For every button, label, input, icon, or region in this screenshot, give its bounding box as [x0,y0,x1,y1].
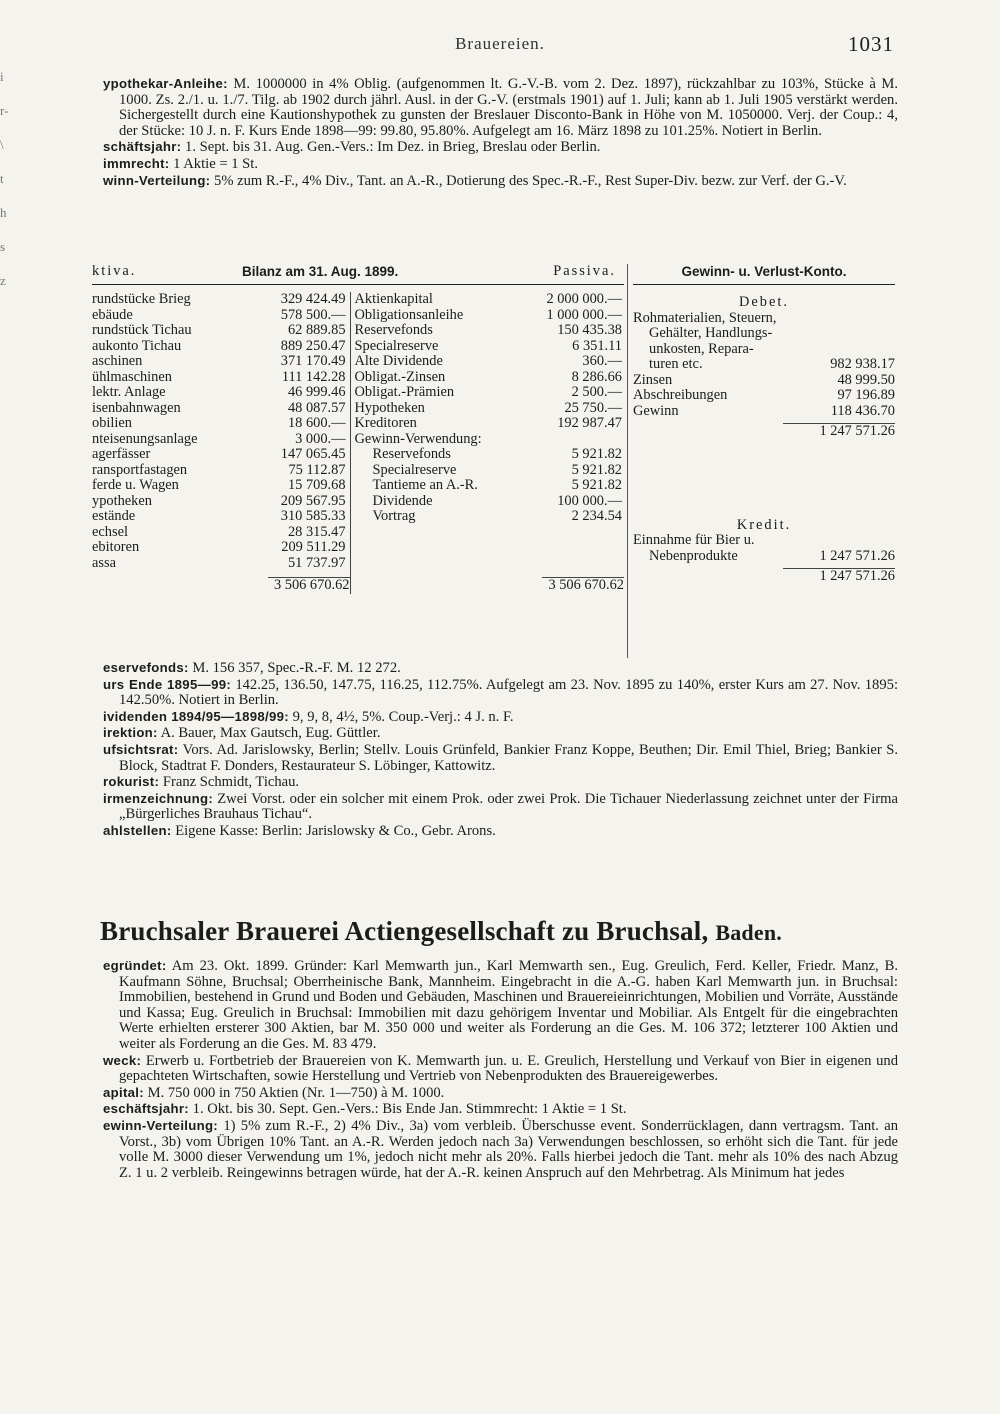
paragraph-text: 1) 5% zum R.-F., 2) 4% Div., 3a) vom verbleib. Überschusse event. Sonderrücklagen, dann vertragsm. Tant. an Vorst., 3b) vom Übrigen 10% Tant. an A.-R. Werden jedoch nach 3a) Verwendungen beschlossen, so erhöht sich die Tant. für jede volle M. 3000 dieser Verwendung um 1%, jedoch nicht mehr als 20%. Falls hierbei jedoch die Tant. mehr als 10% des nach Abzug Z. 1 u. 2 verbleib. Reingewinns betragen würde, hat der A.-R. keinen Anspruch auf den Mehrbetrag. Als Minimum hat jedes [119,1117,899,1181]
paragraph-text: M. 750 000 in 750 Aktien (Nr. 1—750) à M. 1000. [147,1084,445,1101]
edge-char: h [0,205,7,220]
row-label: Nebenprodukte [649,547,738,564]
row-value: 889 250.47 [280,337,346,354]
passiva-row [351,494,624,510]
aktiva-row [92,385,350,401]
row-label: ypotheken [92,492,152,509]
aktiva-row [92,478,350,494]
row-label: Abschreibungen [633,387,728,403]
paragraph-label: immrecht: [103,155,170,171]
passiva-row [351,292,624,308]
row-label: ühlmaschinen [92,368,172,385]
passiva-row [351,308,624,324]
aktiva-row [92,525,350,541]
row-value: 150 435.38 [557,322,622,338]
row-value: 8 286.66 [571,368,622,385]
passiva-column [351,292,624,594]
paragraph-label: eservefonds: [103,660,189,675]
row-label: Obligat.-Prämien [354,384,455,400]
debet-lines [633,311,895,420]
balance-sheet-header [92,264,624,285]
row-value: 18 600.— [287,415,346,431]
paragraph-text: Erwerb u. Fortbetrieb der Brauereien von K. Memwarth jun. u. E. Greulich, Herstellung und Verkauf von Bier in eigenen und gepachteten Wirtschaften, sowie Herstellung und Vertrieb von Nebenprodukten des Brauereigewerbes. [119,1052,898,1085]
kredit-label: Kredit. [736,516,792,533]
paragraph [92,774,898,791]
aktiva-row [92,339,350,355]
edge-char: s [0,239,6,254]
row-label: assa [92,554,116,571]
paragraph [92,677,898,709]
row-label: ebitoren [92,539,140,555]
row-value: 28 315.47 [287,523,346,540]
passiva-row [351,401,624,417]
row-label: Vortrag [372,508,416,524]
paragraph-label: egründet: [103,958,167,973]
paragraph-text: 9, 9, 8, 4½, 5%. Coup.-Verj.: 4 J. n. F. [292,708,514,725]
paragraph [92,76,898,139]
row-label: Tantieme an A.-R. [372,477,478,493]
row-value: 1 000 000.— [546,306,622,323]
row-value: 97 196.89 [837,387,895,403]
row-label: Rohmaterialien, Steuern, [633,309,777,326]
profit-loss-account [633,264,895,585]
aktiva-row [92,401,350,417]
row-value: 147 065.45 [280,446,346,462]
paragraph-label: eschäftsjahr: [103,1101,189,1117]
row-value: 15 709.68 [287,477,346,493]
paragraph-label: winn-Verteilung: [103,172,211,188]
row-value: 5 921.82 [571,477,622,493]
row-label: rundstücke Brieg [92,291,191,307]
paragraph [92,156,898,173]
row-value: 51 737.97 [287,554,346,571]
row-value: 48 087.57 [287,399,346,416]
edge-char: z [0,273,6,288]
paragraph-label: ewinn-Verteilung: [103,1117,219,1133]
row-label: Reservefonds [354,322,433,338]
row-label: Obligationsanleihe [354,306,464,323]
debet-total [783,423,895,440]
account-line [633,533,895,549]
aktiva-row [92,416,350,432]
paragraph [92,742,898,774]
page-number: 1031 [848,32,894,56]
row-label: Alte Dividende [354,353,443,369]
row-label: obilien [92,415,132,431]
paragraph-text: 1. Sept. bis 31. Aug. Gen.-Vers.: Im Dez. in Brieg, Breslau oder Berlin. [185,139,601,156]
row-label: Einnahme für Bier u. [633,532,755,548]
row-value: 1 247 571.26 [819,547,895,564]
paragraph-text: 142.25, 136.50, 147.75, 116.25, 112.75%. Aufgelegt am 23. Nov. 1895 zu 140%, erster Kurs am 27. Nov. 1895: 142.50%. Notiert in Berlin. [119,676,898,709]
row-label: Hypotheken [354,399,425,416]
row-label: aukonto Tichau [92,337,182,354]
passiva-total [351,575,624,594]
passiva-row [351,354,624,370]
kredit-total [783,568,895,585]
paragraph-label: ufsichtsrat: [103,741,179,757]
row-value: 5 921.82 [571,461,622,478]
paragraph-label: ahlstellen: [103,822,172,838]
account-line [633,311,895,327]
row-value: 2 000 000.— [546,291,622,307]
aktiva-row [92,354,350,370]
paragraph-text: Vors. Ad. Jarislowsky, Berlin; Stellv. Louis Grünfeld, Bankier Franz Koppe, Beuthen; Dir. Emil Thiel, Brieg; Bankier S. Block, Stadtrat F. Donders, Restaurateur S. Löbinger, Kattowitz. [119,741,898,774]
paragraph-text: Franz Schmidt, Tichau. [162,774,300,791]
paragraph [92,1053,898,1085]
account-line [633,342,895,358]
account-line [633,388,895,404]
aktiva-label: ktiva. [92,263,137,279]
row-value: 209 567.95 [280,492,346,509]
row-value: 100 000.— [557,492,622,509]
passiva-row [351,323,624,339]
balance-sheet-caption: Bilanz am 31. Aug. 1899. [242,264,399,279]
paragraph [92,1101,898,1118]
aktiva-row [92,540,350,556]
row-label: Gewinn-Verwendung: [354,430,482,447]
row-label: Zinsen [633,371,673,388]
column-divider [627,264,628,658]
row-label: Gewinn [633,402,679,419]
running-header [0,30,1000,60]
paragraph-label: ividenden 1894/95—1898/99: [103,708,289,724]
row-value: 3 000.— [295,430,346,447]
edge-char: r- [0,103,9,118]
page-edge-fragments [0,60,14,390]
row-value: 25 750.— [564,399,622,416]
paragraph-text: M. 156 357, Spec.-R.-F. M. 12 272. [192,660,401,676]
paragraph [92,139,898,156]
row-label: Kreditoren [354,415,417,431]
aktiva-total [92,575,350,594]
edge-char: i [0,69,4,84]
company-name: Bruchsaler Brauerei Actiengesellschaft zu Bruchsal, [100,916,709,946]
passiva-row [351,416,624,432]
passiva-row [351,478,624,494]
row-label: Obligat.-Zinsen [354,368,446,385]
paragraph-label: irmenzeichnung: [103,790,214,806]
paragraph-label: irektion: [103,725,158,741]
bottom-text-block [92,958,898,1181]
row-label: ebäude [92,306,133,323]
row-value: 48 999.50 [837,371,895,388]
account-line [633,373,895,389]
paragraph-text: 1 Aktie = 1 St. [173,155,258,172]
account-line [633,404,895,420]
passiva-row [351,339,624,355]
aktiva-column [92,292,351,594]
row-value: 209 511.29 [281,539,346,555]
row-label: Specialreserve [354,337,439,354]
paragraph-text: Eigene Kasse: Berlin: Jarislowsky & Co., Gebr. Arons. [175,822,496,839]
row-label: Reservefonds [372,446,451,462]
paragraph [92,709,898,726]
passiva-label: Passiva. [553,263,616,279]
row-label: unkosten, Repara- [649,340,754,357]
paragraph [92,660,898,677]
row-value: 5 921.82 [571,446,622,462]
aktiva-row [92,308,350,324]
middle-text-block [92,660,898,840]
running-title: Brauereien. [455,34,545,53]
row-label: Gehälter, Handlungs- [649,325,773,341]
top-text-block [92,76,898,189]
row-value: 118 436.70 [830,402,895,419]
row-label: rundstück Tichau [92,322,192,338]
aktiva-row [92,370,350,386]
aktiva-row [92,292,350,308]
row-label: isenbahnwagen [92,399,181,416]
aktiva-row [92,447,350,463]
row-value: 192 987.47 [557,415,622,431]
kredit-lines [633,533,895,564]
edge-char: \ [0,137,4,152]
row-value: 2 234.54 [571,508,622,524]
passiva-row [351,370,624,386]
paragraph-text: 1. Okt. bis 30. Sept. Gen.-Vers.: Bis Ende Jan. Stimmrecht: 1 Aktie = 1 St. [192,1101,627,1118]
row-value: 75 112.87 [288,461,346,478]
paragraph-text: M. 1000000 in 4% Oblig. (aufgenommen lt. G.-V.-B. vom 2. Dez. 1897), rückzahlbar zu 103%, Stücke à M. 1000. Zs. 2./1. u. 1./7. Tilg. ab 1902 durch jährl. Ausl. in der G.-V. (erstmals 1901) auf 1. Juli; kann ab 1. Juli 1905 verstärkt werden. Sichergestellt durch eine Kautionshypothek zu gunsten der Breslauer Disconto-Bank in Höhe von M. 1050000. Verj. der Coup.: 4, der Stücke: 10 J. n. F. Kurs Ende 1898—99: 99.80, 95.80%. Aufgelegt am 16. März 1898 zu 101.25%. Notiert in Berlin. [119,76,898,139]
aktiva-row [92,323,350,339]
paragraph [92,1118,898,1181]
row-value: 578 500.— [280,306,346,323]
row-label: nteisenungsanlage [92,430,198,447]
aktiva-row [92,556,350,572]
passiva-row [351,509,624,525]
row-label: aschinen [92,353,143,369]
row-value: 310 585.33 [280,508,346,524]
paragraph [92,725,898,742]
paragraph-label: urs Ende 1895—99: [103,676,232,692]
profit-loss-title: Gewinn- u. Verlust-Konto. [633,264,895,285]
row-label: lektr. Anlage [92,384,166,400]
row-label: agerfässer [92,446,151,462]
account-line [633,549,895,565]
row-label: Aktienkapital [354,291,433,307]
row-value: 111 142.28 [281,368,346,385]
row-label: Specialreserve [372,461,457,478]
paragraph [92,823,898,840]
row-label: Dividende [372,492,433,509]
passiva-row [351,432,624,448]
aktiva-row [92,509,350,525]
account-line [633,326,895,342]
paragraph [92,1085,898,1102]
paragraph [92,958,898,1053]
paragraph-label: weck: [103,1052,142,1068]
aktiva-row [92,432,350,448]
paragraph-text: Zwei Vorst. oder ein solcher mit einem Prok. oder zwei Prok. Die Tichauer Niederlassung zeichnet unter der Firma „Bürgerliches Brauhaus Tichau“. [119,790,898,823]
row-value: 2 500.— [571,384,622,400]
paragraph-label: rokurist: [103,774,160,790]
passiva-row [351,463,624,479]
paragraph-label: apital: [103,1084,144,1100]
row-value: 329 424.49 [280,291,346,307]
balance-sheet [92,264,624,594]
row-label: ransportfastagen [92,461,188,478]
row-label: estände [92,508,136,524]
kredit-total-value: 1 247 571.26 [819,568,895,584]
row-value: 371 170.49 [280,353,346,369]
edge-char: t [0,171,4,186]
row-value: 6 351.11 [572,337,622,354]
paragraph-text: A. Bauer, Max Gautsch, Eug. Güttler. [160,725,381,742]
paragraph [92,791,898,823]
row-value: 62 889.85 [287,322,346,338]
row-label: turen etc. [649,356,703,372]
company-place: Baden. [715,920,782,945]
paragraph-text: 5% zum R.-F., 4% Div., Tant. an A.-R., Dotierung des Spec.-R.-F., Rest Super-Div. bezw. zur Verf. der G.-V. [214,172,847,189]
row-value: 46 999.46 [287,384,346,400]
passiva-row [351,447,624,463]
passiva-total-value: 3 506 670.62 [542,577,624,594]
aktiva-total-value: 3 506 670.62 [268,577,350,594]
row-label: ferde u. Wagen [92,477,179,493]
company-heading [100,916,900,947]
account-line [633,357,895,373]
paragraph [92,173,898,190]
paragraph-label: schäftsjahr: [103,139,182,155]
debet-label: Debet. [739,294,789,310]
aktiva-row [92,463,350,479]
row-value: 982 938.17 [830,356,895,372]
paragraph-text: Am 23. Okt. 1899. Gründer: Karl Memwarth jun., Karl Memwarth sen., Eug. Greulich, Ferd. Keller, Friedr. Manz, B. Kaufmann Söhne, Bruchsal; Oberrheinische Bank, Mannheim. Eingebracht in die A.-G. haben Karl Memwarth jun. in Bruchsal: Immobilien, bestehend in Grund und Boden und Gebäuden, Maschinen und Brauereieinrichtungen, Mobilien und Vorräte, Ausstände und Kassa; Eug. Greulich in Bruchsal: Immobilien mit dazu gehörigem Inventar und Mobiliar. Als Entgelt für die eingebrachten Werte erhielten ersterer 300 Aktien, bar M. 350 000 und weiter als Forderung an die Ges. M. 106 372; letzterer 100 Aktien und weiter als Forderung an die Ges. M. 83 479. [119,958,899,1052]
row-label: echsel [92,523,128,540]
debet-total-value: 1 247 571.26 [819,423,895,439]
row-value: 360.— [582,353,622,369]
passiva-row [351,385,624,401]
aktiva-row [92,494,350,510]
paragraph-label: ypothekar-Anleihe: [103,76,228,91]
